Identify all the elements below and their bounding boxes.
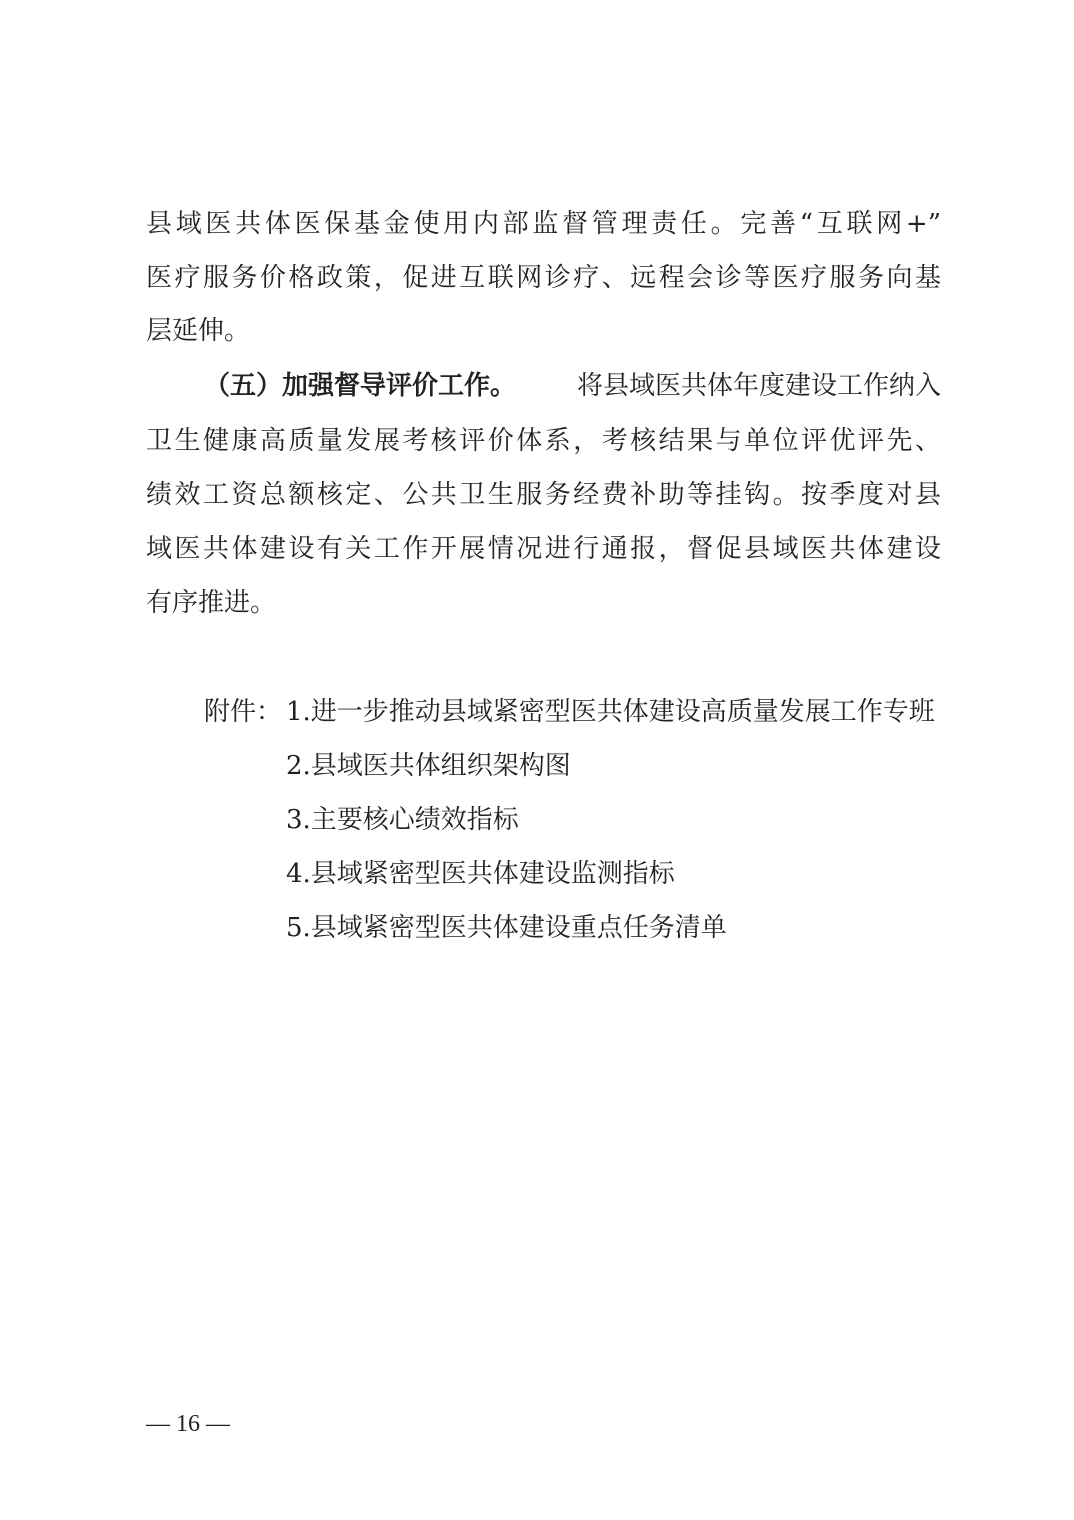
body-text-line: 县域医共体医保基金使用内部监督管理责任。完善“互联网+” bbox=[146, 209, 941, 239]
body-text-line: 层延伸。 bbox=[146, 316, 251, 346]
attachment-item: 1.进一步推动县域紧密型医共体建设高质量发展工作专班 bbox=[286, 697, 935, 727]
body-text-line: 有序推进。 bbox=[146, 588, 277, 618]
page-number: — 16 — bbox=[146, 1411, 230, 1437]
attachment-item: 5.县域紧密型医共体建设重点任务清单 bbox=[286, 913, 727, 943]
attachment-item: 3.主要核心绩效指标 bbox=[286, 805, 519, 835]
body-text: 将县域医共体年度建设工作纳入 bbox=[576, 371, 941, 401]
attachment-item: 4.县域紧密型医共体建设监测指标 bbox=[286, 859, 675, 889]
body-text-line: 卫生健康高质量发展考核评价体系，考核结果与单位评优评先、 bbox=[146, 426, 941, 456]
section-heading: （五）加强督导评价工作。 bbox=[204, 371, 517, 401]
attachments-label: 附件： bbox=[204, 697, 283, 727]
body-text-line: 医疗服务价格政策，促进互联网诊疗、远程会诊等医疗服务向基 bbox=[146, 263, 941, 293]
body-text-line: 域医共体建设有关工作开展情况进行通报，督促县域医共体建设 bbox=[146, 534, 941, 564]
attachment-item: 2.县域医共体组织架构图 bbox=[286, 751, 571, 781]
body-text-line: 绩效工资总额核定、公共卫生服务经费补助等挂钩。按季度对县 bbox=[146, 480, 941, 510]
section-five-first-line bbox=[204, 369, 941, 403]
